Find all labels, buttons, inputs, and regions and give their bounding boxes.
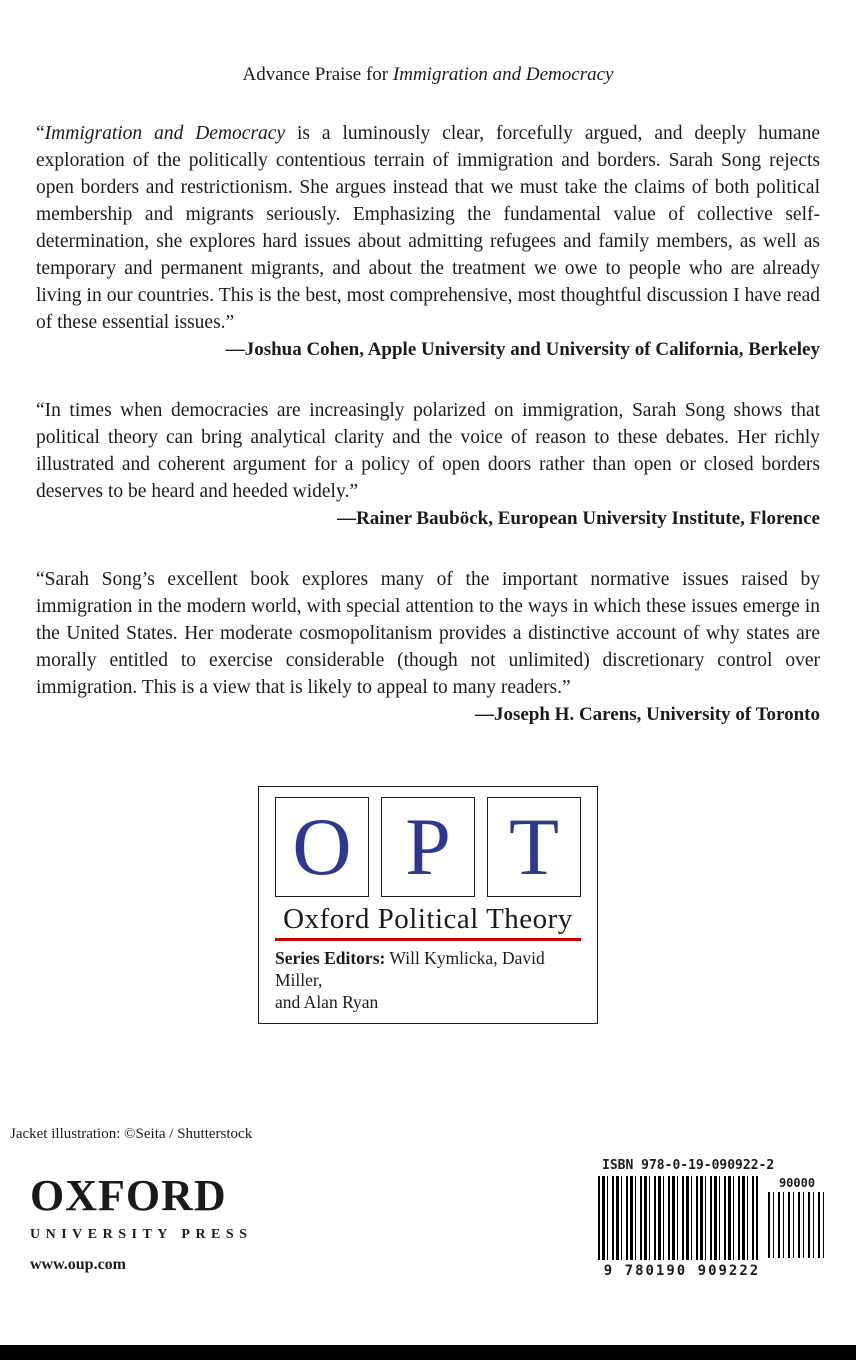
barcode-addon-bars	[768, 1192, 826, 1258]
series-letter-t-glyph: T	[508, 801, 560, 892]
praise-heading-prefix: Advance Praise for	[242, 64, 393, 85]
series-letter-p	[381, 797, 475, 897]
quote-1-italic-title: Immigration and Democracy	[44, 123, 286, 144]
quote-2-attribution: —Rainer Bauböck, European University Institute, Florence	[337, 508, 820, 529]
series-editors-names: Will Kymlicka, David Miller,	[275, 948, 545, 990]
praise-quotes	[0, 120, 856, 728]
publisher-name: OXFORD	[30, 1171, 227, 1220]
barcode-digits: 9 780190 909222	[603, 1263, 761, 1279]
series-red-rule	[275, 938, 581, 941]
series-letter-o-glyph: O	[292, 801, 352, 892]
series-letters	[275, 797, 581, 897]
bottom-black-strip	[0, 1345, 856, 1360]
quote-1	[36, 120, 820, 336]
barcode-addon-code: 90000	[778, 1176, 816, 1190]
isbn-label: ISBN 978-0-19-090922-2	[602, 1158, 775, 1173]
barcode-bars	[598, 1176, 758, 1260]
quote-3	[36, 566, 820, 701]
series-logo-box	[258, 786, 598, 1024]
series-letter-p-glyph: P	[405, 801, 451, 892]
publisher-subtitle: UNIVERSITY PRESS	[30, 1227, 253, 1242]
quote-1-body: is a luminously clear, forcefully argued, and deeply humane exploration of the politically contentious terrain of immigration and borders. Sarah Song rejects open borders and restrictionism. She argues instead that we must take the claims of both political membership and migrants seriously. Emphasizing the fundamental value of collective self-determination, she explores hard issues about admitting refugees and family members, as well as temporary and permanent migrants, and about the treatment we owe to people who are already living in our countries. This is the best, most comprehensive, most thoughtful discussion I have read of these essential issues.”	[36, 123, 820, 333]
publisher-website: www.oup.com	[30, 1256, 127, 1273]
series-name: Oxford Political Theory	[283, 903, 573, 935]
quote-2	[36, 397, 820, 505]
jacket-credit: Jacket illustration: ©Seita / Shutterstock	[10, 1126, 253, 1142]
series-editors-label: Series Editors:	[275, 948, 386, 968]
barcode-addon	[768, 1176, 826, 1260]
series-letter-o	[275, 797, 369, 897]
quote-1-attribution: —Joshua Cohen, Apple University and University of California, Berkeley	[225, 339, 820, 360]
series-editors-names-line2: and Alan Ryan	[275, 992, 379, 1012]
praise-heading-book-title: Immigration and Democracy	[392, 64, 614, 85]
series-letter-t	[487, 797, 581, 897]
quote-1-open-quote: “	[36, 123, 45, 144]
quote-2-body: “In times when democracies are increasingly polarized on immigration, Sarah Song shows that political theory can bring analytical clarity and the voice of reason to these debates. Her richly illustrated and coherent argument for a policy of open doors rather than open or closed borders deserves to be heard and heeded widely.”	[36, 400, 820, 502]
series-editors	[275, 947, 581, 1013]
praise-heading	[0, 0, 856, 86]
barcode-block	[590, 1158, 836, 1279]
quote-3-attribution: —Joseph H. Carens, University of Toronto	[474, 704, 820, 725]
barcode-bars-row	[590, 1176, 836, 1260]
publisher-logo	[30, 1171, 253, 1274]
quote-3-body: “Sarah Song’s excellent book explores many of the important normative issues raised by immigration in the modern world, with special attention to the ways in which these issues emerge in the United States. Her moderate cosmopolitanism provides a distinctive account of why states are morally entitled to exercise considerable (though not unlimited) discretionary control over immigration. This is a view that is likely to appeal to many readers.”	[36, 569, 820, 698]
